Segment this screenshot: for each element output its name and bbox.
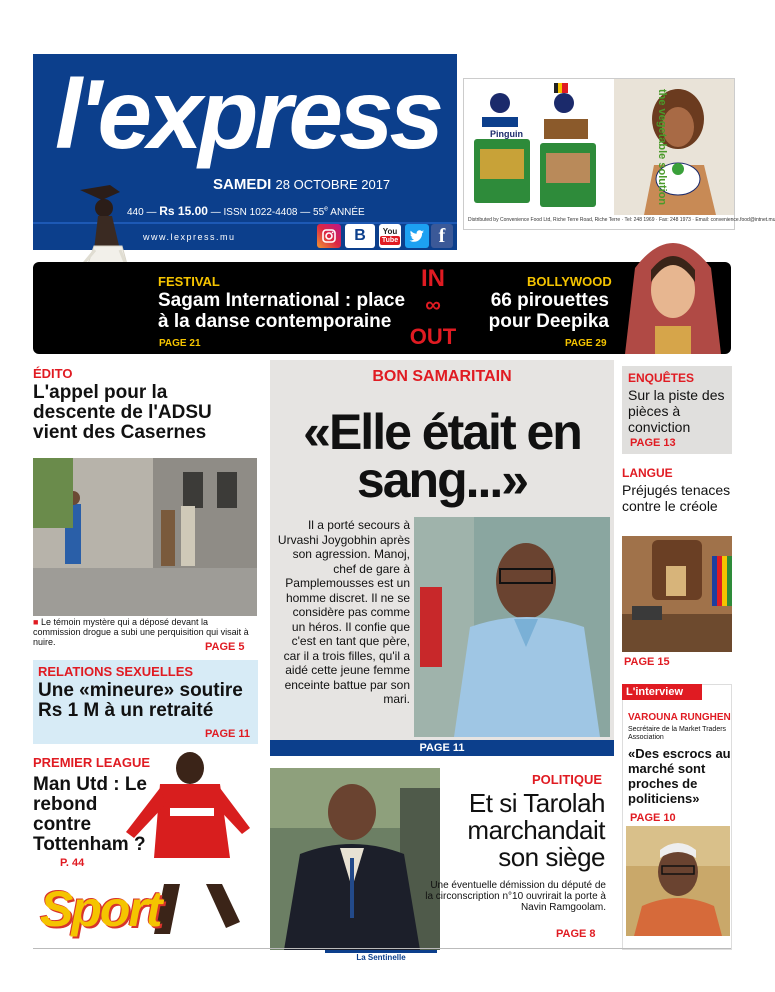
langue-photo — [622, 536, 732, 652]
premier-league-kicker: PREMIER LEAGUE — [33, 755, 151, 770]
enquetes-page: PAGE 13 — [630, 437, 676, 449]
festival-kicker: FESTIVAL — [158, 274, 220, 289]
main-story-page: PAGE 11 — [419, 742, 465, 754]
bollywood-kicker: BOLLYWOOD — [527, 274, 612, 289]
twitter-icon[interactable] — [405, 224, 429, 248]
edito-headline[interactable]: L'appel pour la descente de l'ADSU vient des Casernes — [33, 382, 212, 443]
politique-body: Une éventuelle démission du député de la circonscription n°10 ouvrirait la porte à Navin Ramgoolam. — [425, 880, 606, 913]
politique-kicker: POLITIQUE — [532, 772, 603, 787]
footer-divider — [33, 948, 731, 949]
langue-page: PAGE 15 — [624, 656, 670, 668]
issue-year-suffix: e — [324, 205, 329, 213]
issue-price: Rs 15.00 — [159, 204, 208, 218]
svg-text:∞: ∞ — [425, 292, 441, 317]
pinguin-advertisement[interactable] — [463, 78, 775, 230]
youtube-icon[interactable]: You Tube — [379, 224, 401, 248]
festival-page: PAGE 21 — [159, 338, 201, 349]
instagram-icon[interactable] — [317, 224, 341, 248]
main-story-photo — [414, 517, 610, 737]
interview-page: PAGE 10 — [630, 812, 676, 824]
ad-brand: Pinguin — [490, 129, 523, 139]
langue-headline[interactable]: Préjugés tenaces contre le créole — [622, 482, 731, 514]
enquetes-headline[interactable]: Sur la piste des pièces à conviction — [628, 387, 725, 435]
interview-role: Secrétaire de la Market Traders Association — [628, 726, 727, 741]
politique-headline[interactable]: Et si Tarolah marchandait son siège — [467, 788, 605, 872]
svg-text:IN: IN — [421, 265, 445, 292]
deepika-photo — [615, 228, 731, 354]
relations-headline[interactable]: Une «mineure» soutire Rs 1 M à un retraité — [38, 680, 243, 721]
politique-photo — [270, 768, 440, 950]
main-story-kicker: BON SAMARITAIN — [372, 368, 512, 385]
main-story-body: Il a porté secours à Urvashi Joygobhin après son agression. Manoj, chef de gare à Pamplemousses est un homme discret. Il ne se considère pas comme un héros. Il confie que c'est en tant que père, car il a trois filles, qu'il a aidé cette jeune femme enceinte battue par son mari. — [277, 518, 410, 706]
issue-date-text: 28 OCTOBRE 2017 — [275, 177, 391, 192]
newspaper-logo: l'express — [55, 59, 441, 169]
ad-footer: Distributed by Convenience Food Ltd, Riche Terre Road, Riche Terre · Tel: 248 1969 · Fax: 248 1973 · Email: convenience.food@intnet.mu — [468, 217, 775, 223]
interview-tab-label: L'interview — [626, 686, 684, 698]
premier-league-headline[interactable]: Man Utd : Le rebond contre Tottenham ? — [33, 774, 147, 855]
issue-number: 440 — [127, 207, 144, 218]
politique-page: PAGE 8 — [556, 928, 596, 940]
website-link[interactable]: www.lexpress.mu — [143, 232, 236, 242]
premier-league-page: P. 44 — [60, 857, 85, 869]
facebook-icon[interactable]: f — [431, 224, 453, 248]
interview-photo — [626, 826, 730, 936]
issue-day: SAMEDI — [213, 176, 272, 193]
top-banner — [33, 262, 731, 354]
bollywood-headline[interactable]: 66 pirouettes pour Deepika — [488, 290, 609, 332]
edito-page: PAGE 5 — [205, 641, 245, 653]
issue-info: 440 — Rs 15.00 — ISSN 1022-4408 — 55e ANNÉE — [127, 204, 365, 218]
enquetes-kicker: ENQUÊTES — [628, 371, 695, 385]
relations-page: PAGE 11 — [205, 728, 251, 740]
ad-visual — [464, 79, 734, 215]
svg-text:OUT: OUT — [409, 324, 457, 349]
in-out-logo — [407, 262, 459, 354]
issue-issn: — ISSN 1022-4408 — 55 — [210, 207, 325, 218]
edito-caption: ■ Le témoin mystère qui a déposé devant la commission drogue a subi une perquisition qui visait à nuire. — [33, 617, 257, 647]
edito-photo — [33, 458, 257, 616]
b-icon[interactable]: B — [345, 224, 375, 248]
issue-year-label: ANNÉE — [328, 207, 365, 218]
ad-tagline: the vegetable solution — [656, 89, 668, 206]
issue-date — [213, 176, 390, 193]
footer-brand: La Sentinelle — [325, 950, 437, 964]
bollywood-page: PAGE 29 — [565, 338, 607, 349]
festival-headline[interactable]: Sagam International : place à la danse contemporaine — [158, 290, 406, 332]
langue-kicker: LANGUE — [622, 466, 673, 480]
main-story-headline[interactable]: «Elle était en sang...» — [303, 404, 581, 508]
sport-logo: Sport — [40, 881, 161, 937]
edito-kicker: ÉDITO — [33, 366, 73, 381]
interview-quote[interactable]: «Des escrocs au marché sont proches de politiciens» — [628, 746, 731, 806]
relations-kicker: RELATIONS SEXUELLES — [38, 664, 194, 679]
interview-name: VAROUNA RUNGHEN — [628, 712, 731, 723]
